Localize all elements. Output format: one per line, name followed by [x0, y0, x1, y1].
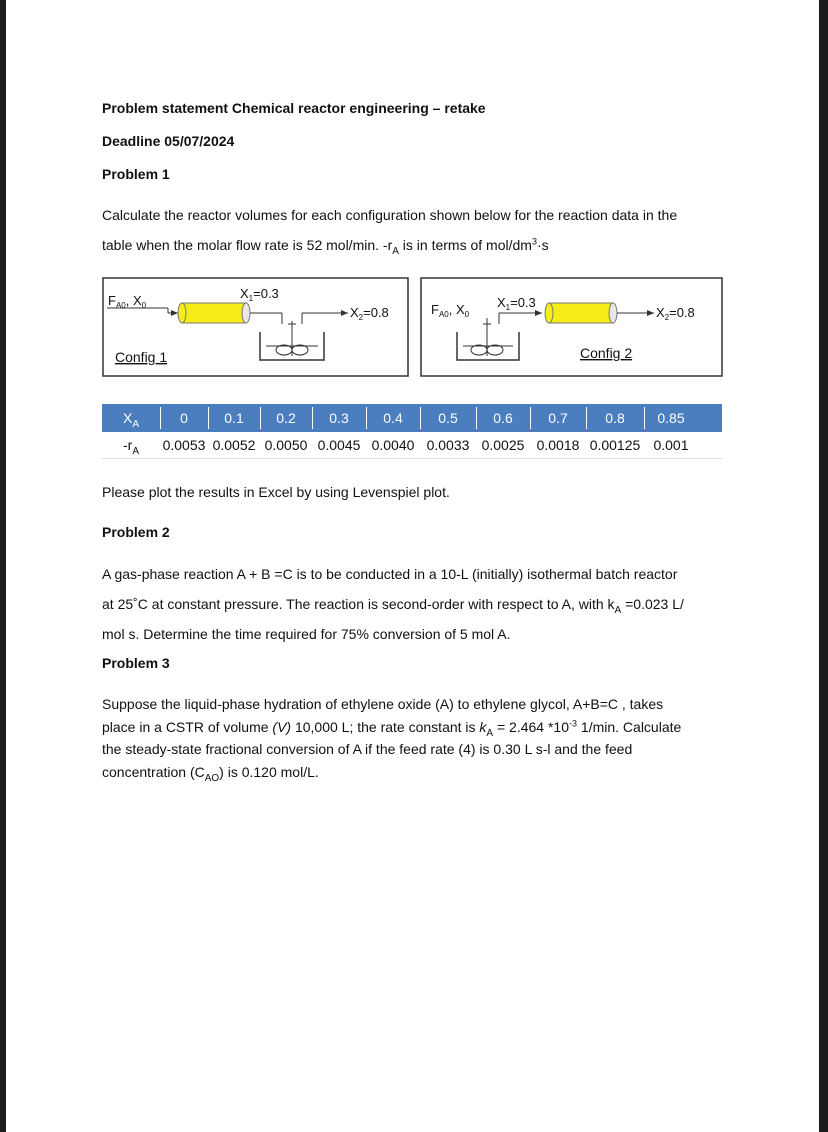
problem-3-heading: Problem 3 [102, 655, 170, 671]
config-1-pfr-reactor [178, 303, 250, 323]
rate-cell: 0.0045 [317, 437, 361, 453]
x-cell: 0.85 [657, 410, 685, 426]
config-1-panel [103, 278, 408, 376]
rate-cell: 0.0033 [426, 437, 470, 453]
rate-cell: 0.0052 [212, 437, 256, 453]
problem-2-line-1: A gas-phase reaction A + B =C is to be conducted in a 10-L (initially) isothermal batch reactor [102, 566, 678, 582]
rate-cell: 0.0018 [536, 437, 580, 453]
problem-3-line-4: concentration $(C_{AO})$ is 0.120 mol/L. [102, 763, 319, 784]
config-1-label: Config 1 [115, 349, 168, 365]
problem-1-line-2: table when the molar flow rate is 52 mol/min. $-r_A$ is in terms of mol/$dm^3\cdot s$ [102, 236, 549, 257]
x-cell: 0.4 [383, 410, 403, 426]
config-1-x1-label: $X_1=0.3$ [240, 286, 279, 303]
config-2-label: Config 2 [580, 345, 633, 361]
problem-1-heading: Problem 1 [102, 166, 170, 182]
problem-3-line-3: the steady-state fractional conversion of A if the feed rate (4) is 0.30 L s-l and the feed [102, 741, 633, 757]
config-2-pfr-reactor [545, 303, 617, 323]
rate-cell: 0.0053 [162, 437, 206, 453]
problem-2-line-3: mol s. Determine the time required for 75% conversion of 5 mol A. [102, 626, 511, 642]
rate-cell: 0.0025 [481, 437, 525, 453]
x-cell: 0.2 [276, 410, 296, 426]
document-title: Problem statement Chemical reactor engineering – retake [102, 100, 486, 116]
config-2-feed-label: $F_{A0}$, $X_0$ [431, 302, 470, 319]
rate-cell: 0.0040 [371, 437, 415, 453]
plot-instruction: Please plot the results in Excel by using Levenspiel plot. [102, 484, 450, 500]
deadline: Deadline 05/07/2024 [102, 133, 235, 149]
problem-1-line-1: Calculate the reactor volumes for each configuration shown below for the reaction data in the [102, 207, 678, 223]
x-cell: 0.3 [329, 410, 349, 426]
x-cell: 0 [180, 410, 188, 426]
conversion-row-label: $X_A$ [122, 410, 139, 430]
rate-cell: 0.001 [653, 437, 689, 453]
rate-row [102, 432, 722, 459]
x-cell: 0.1 [224, 410, 244, 426]
rate-cell: 0.00125 [589, 437, 641, 453]
config-1-feed-label: $F_{A0}$, $X_0$ [108, 293, 147, 310]
problem-2-text [102, 559, 742, 649]
x-cell: 0.8 [605, 410, 625, 426]
rate-cell: 0.0050 [264, 437, 308, 453]
document-page [6, 0, 819, 1132]
config-2-x1-label: $X_1=0.3$ [497, 295, 536, 312]
conversion-row [102, 404, 722, 432]
x-cell: 0.5 [438, 410, 458, 426]
problem-3-line-1: Suppose the liquid-phase hydration of ethylene oxide (A) to ethylene glycol, A+B=C , takes [102, 696, 664, 712]
problem-3-line-2: place in a CSTR of volume (V) 10,000 L; the rate constant is $k_A = 2.464$ $*10^{-3}$ 1/min. Calculate [102, 717, 682, 739]
x-cell: 0.6 [493, 410, 513, 426]
config-1-x2-label: $X_2=0.8$ [350, 305, 389, 322]
reactor-configuration-diagram [102, 276, 728, 382]
problem-2-line-2: at 25˚C at constant pressure. The reaction is second-order with respect to A, with $k_A =0.023$ L/ [102, 596, 684, 616]
rate-data-table [102, 404, 722, 458]
x-cell: 0.7 [548, 410, 568, 426]
config-2-panel [421, 278, 722, 376]
problem-1-text [102, 200, 742, 260]
config-2-x2-label: $X_2=0.8$ [656, 305, 695, 322]
problem-3-text [102, 693, 742, 783]
problem-2-heading: Problem 2 [102, 524, 170, 540]
rate-row-label: $-r_A$ [123, 437, 139, 457]
